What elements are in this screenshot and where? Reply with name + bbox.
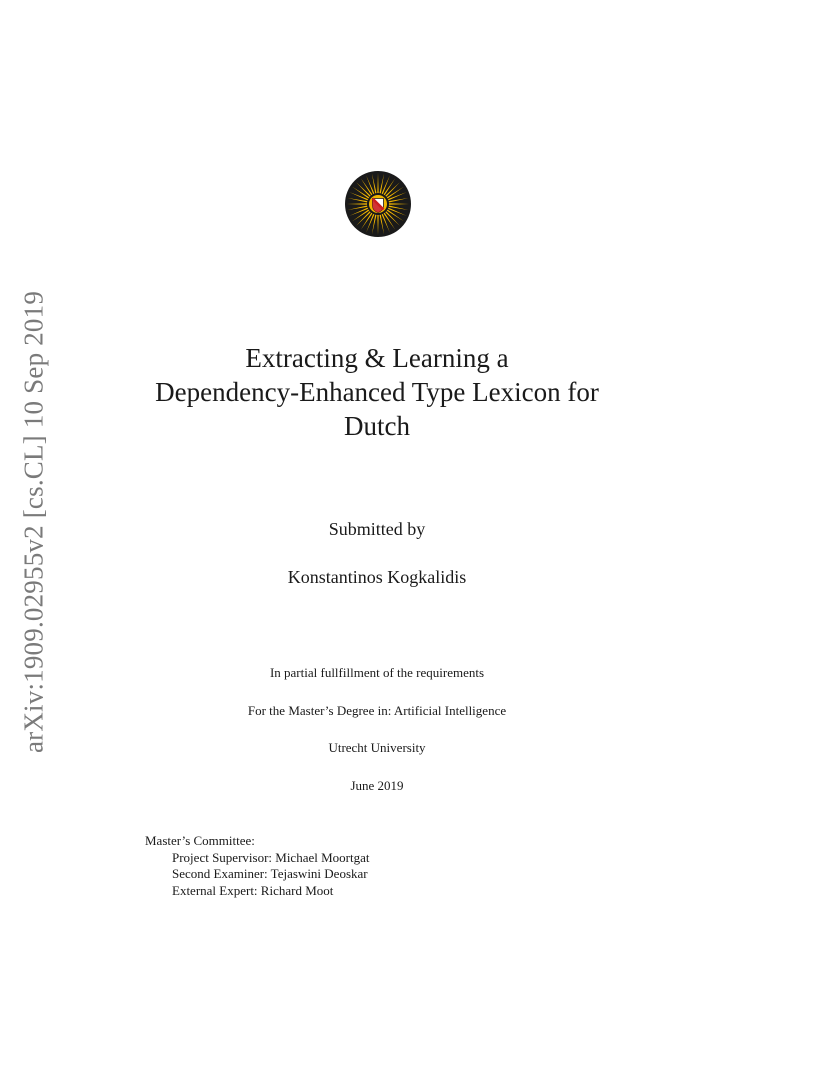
arxiv-identifier-stamp: arXiv:1909.02955v2 [cs.CL] 10 Sep 2019 xyxy=(18,290,49,754)
title-line-3: Dutch xyxy=(344,411,410,441)
committee-member-supervisor: Project Supervisor: Michael Moortgat xyxy=(172,849,370,865)
submission-date: June 2019 xyxy=(350,778,404,793)
committee-member-external-expert: External Expert: Richard Moot xyxy=(172,882,334,898)
university-seal-icon xyxy=(344,170,412,238)
committee-block xyxy=(145,833,370,899)
author-name: Konstantinos Kogkalidis xyxy=(287,567,467,587)
submitted-by-label: Submitted by xyxy=(328,519,426,539)
title-line-1: Extracting & Learning a xyxy=(245,343,509,373)
committee-heading: Master’s Committee: xyxy=(145,833,255,848)
university-name: Utrecht University xyxy=(328,740,426,755)
requirements-statement: In partial fullfillment of the requirements xyxy=(269,665,485,680)
committee-member-second-examiner: Second Examiner: Tejaswini Deoskar xyxy=(172,866,368,881)
thesis-title xyxy=(0,341,754,443)
title-line-2: Dependency-Enhanced Type Lexicon for xyxy=(155,377,599,407)
degree-statement: For the Master’s Degree in: Artificial Intelligence xyxy=(247,703,507,718)
